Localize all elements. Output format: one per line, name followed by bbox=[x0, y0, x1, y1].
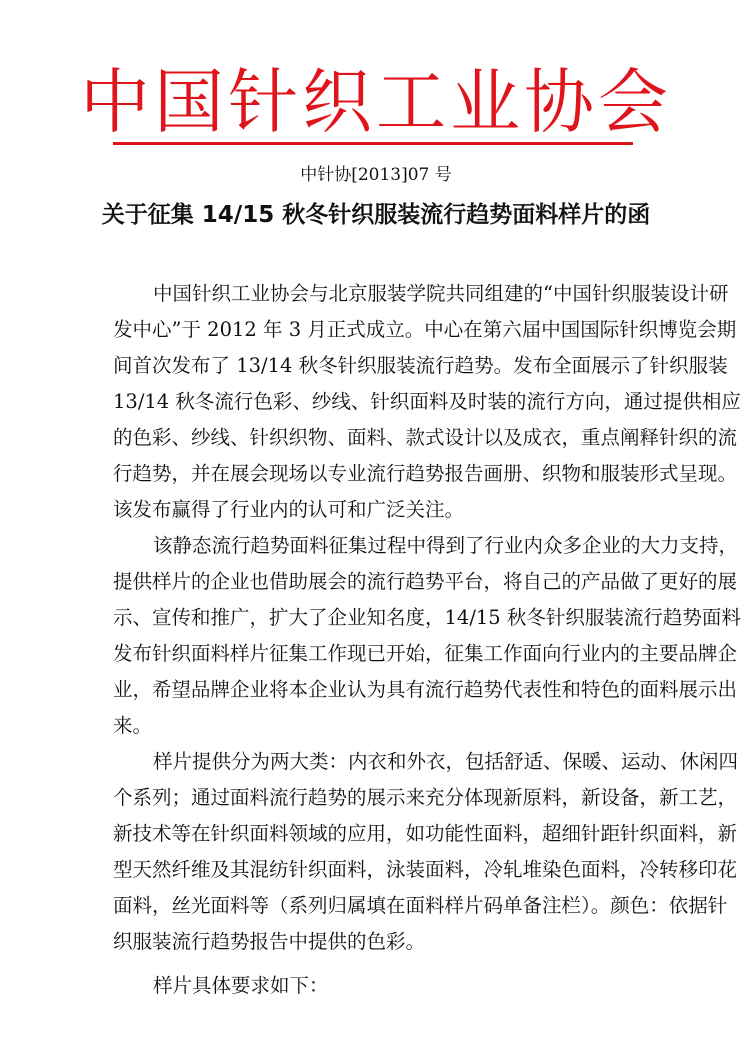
text-line: 提供样片的企业也借助展会的流行趋势平台，将自己的产品做了更好的展 bbox=[113, 570, 738, 593]
text-line: 该发布赢得了行业内的认可和广泛关注。 bbox=[113, 498, 465, 521]
organization-letterhead: 中国针织工业协会 bbox=[80, 65, 672, 142]
text-line: 新技术等在针织面料领域的应用，如功能性面料，超细针距针织面料，新 bbox=[113, 822, 738, 845]
text-line: 13/14 秋冬流行色彩、纱线、针织面料及时装的流行方向，通过提供相应 bbox=[113, 390, 741, 413]
text-line: 行趋势，并在展会现场以专业流行趋势报告画册、织物和服装形式呈现。 bbox=[113, 462, 738, 485]
text-line: 来。 bbox=[113, 714, 153, 737]
text-line: 发中心”于 2012 年 3 月正式成立。中心在第六届中国国际针织博览会期 bbox=[113, 318, 737, 341]
paragraph-4 bbox=[113, 968, 643, 1004]
text-line: 样片提供分为两大类：内衣和外衣，包括舒适、保暖、运动、休闲四 bbox=[153, 750, 739, 773]
text-line: 中国针织工业协会与北京服装学院共同组建的“中国针织服装设计研 bbox=[153, 282, 729, 305]
text-line: 个系列；通过面料流行趋势的展示来充分体现新原料，新设备，新工艺， bbox=[113, 786, 738, 809]
text-line: 该静态流行趋势面料征集过程中得到了行业内众多企业的大力支持， bbox=[153, 534, 739, 557]
document-title: 关于征集 14/15 秋冬针织服装流行趋势面料样片的函 bbox=[101, 202, 651, 228]
text-line: 间首次发布了 13/14 秋冬针织服装流行趋势。发布全面展示了针织服装 bbox=[113, 354, 728, 377]
text-line: 业，希望品牌企业将本企业认为具有流行趋势代表性和特色的面料展示出 bbox=[113, 678, 738, 701]
text-line: 示、宣传和推广，扩大了企业知名度，14/15 秋冬针织服装流行趋势面料 bbox=[113, 606, 741, 629]
text-line: 织服装流行趋势报告中提供的色彩。 bbox=[113, 930, 426, 953]
text-line: 发布针织面料样片征集工作现已开始，征集工作面向行业内的主要品牌企 bbox=[113, 642, 738, 665]
text-line: 型天然纤维及其混纺针织面料，泳装面料，冷轧堆染色面料，冷转移印花 bbox=[113, 858, 738, 881]
paragraph-1 bbox=[113, 276, 741, 528]
paragraph-3 bbox=[113, 744, 739, 960]
document-number: 中针协[2013]07 号 bbox=[300, 165, 452, 185]
text-line: 样片具体要求如下： bbox=[153, 974, 329, 997]
letterhead-divider bbox=[113, 142, 633, 145]
document-body bbox=[113, 276, 741, 1004]
paragraph-2 bbox=[113, 528, 741, 744]
text-line: 的色彩、纱线、针织织物、面料、款式设计以及成衣，重点阐释针织的流 bbox=[113, 426, 738, 449]
text-line: 面料，丝光面料等（系列归属填在面料样片码单备注栏）。颜色：依据针 bbox=[113, 894, 728, 917]
